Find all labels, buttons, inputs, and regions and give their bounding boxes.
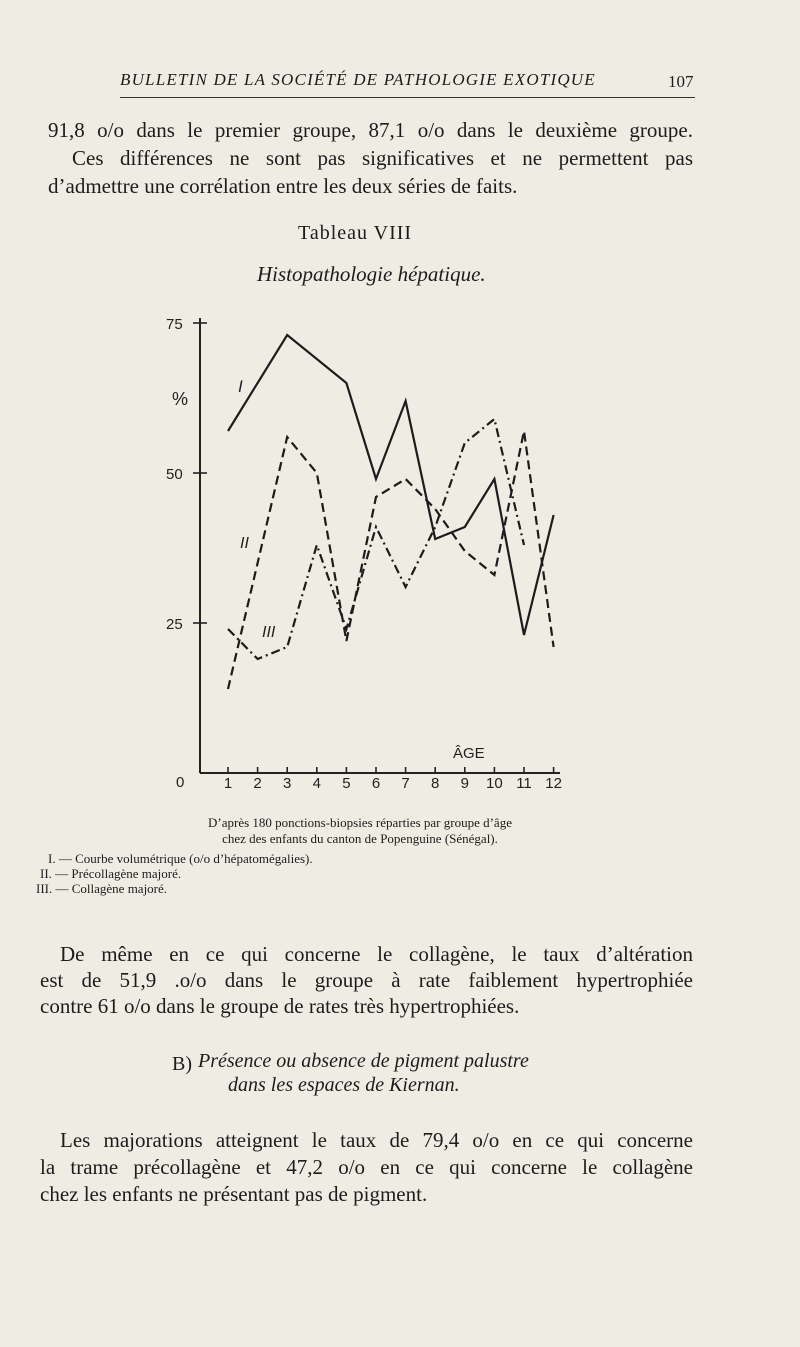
x-tick-label: 9	[460, 775, 469, 792]
paragraph-line: est de 51,9 .o/o dans le groupe à rate faiblement hypertrophiée	[40, 968, 693, 992]
line-chart	[150, 300, 590, 800]
x-tick-label: 6	[371, 775, 381, 792]
series-line-III	[228, 419, 524, 659]
paragraph-line: 91,8 o/o dans le premier groupe, 87,1 o/o dans le deuxième groupe.	[48, 118, 693, 142]
paragraph-line: contre 61 o/o dans le groupe de rates très hypertrophiées.	[40, 994, 520, 1018]
x-tick-label: 12	[545, 775, 562, 792]
paragraph-line: chez les enfants ne présentant pas de pigment.	[40, 1182, 428, 1206]
series-label-II: II	[240, 535, 249, 552]
y-tick-label: 0	[176, 774, 185, 791]
paragraph-line: la trame précollagène et 47,2 o/o en ce qui concerne le collagène	[40, 1155, 693, 1179]
legend-item: I. — Courbe volumétrique (o/o d’hépatomégalies).	[48, 851, 313, 866]
paragraph-line: Ces différences ne sont pas significatives et ne permettent pas	[72, 146, 693, 170]
y-tick-label: 50	[166, 466, 183, 483]
table-title: Tableau VIII	[298, 222, 413, 244]
x-tick-label: 8	[431, 775, 440, 792]
page-number: 107	[668, 72, 694, 91]
paragraph-line: De même en ce qui concerne le collagène, le taux d’altération	[60, 942, 693, 966]
paragraph-line: d’admettre une corrélation entre les deux séries de faits.	[48, 174, 518, 198]
header-rule	[120, 97, 695, 98]
figure-caption: chez des enfants du canton de Popenguine (Sénégal).	[222, 831, 498, 846]
x-tick-label: 2	[253, 775, 262, 792]
paragraph-line: Les majorations atteignent le taux de 79,4 o/o en ce qui concerne	[60, 1128, 693, 1152]
y-axis-label: %	[172, 389, 189, 409]
section-heading: Présence ou absence de pigment palustre	[198, 1050, 529, 1072]
series-line-I	[228, 335, 554, 635]
x-tick-label: 10	[486, 775, 503, 792]
y-tick-label: 75	[166, 316, 183, 333]
series-label-I: I	[238, 377, 243, 396]
legend-item: III. — Collagène majoré.	[36, 881, 168, 896]
section-heading: dans les espaces de Kiernan.	[228, 1074, 460, 1096]
figure-caption: D’après 180 ponctions-biopsies réparties par groupe d’âge	[208, 815, 512, 830]
running-header: BULLETIN DE LA SOCIÉTÉ DE PATHOLOGIE EXOTIQUE	[120, 70, 596, 89]
x-tick-label: 1	[223, 775, 233, 792]
x-tick-label: 11	[516, 775, 532, 792]
x-tick-label: 7	[401, 775, 410, 792]
section-label: B)	[172, 1053, 192, 1075]
x-tick-label: 5	[342, 775, 351, 792]
x-axis-label: ÂGE	[453, 745, 485, 762]
series-label-III: III	[262, 624, 276, 641]
legend-item: II. — Précollagène majoré.	[40, 866, 182, 881]
x-tick-label: 3	[283, 775, 292, 792]
table-subtitle: Histopathologie hépatique.	[257, 262, 486, 286]
x-tick-label: 4	[312, 775, 321, 792]
y-tick-label: 25	[166, 616, 183, 633]
